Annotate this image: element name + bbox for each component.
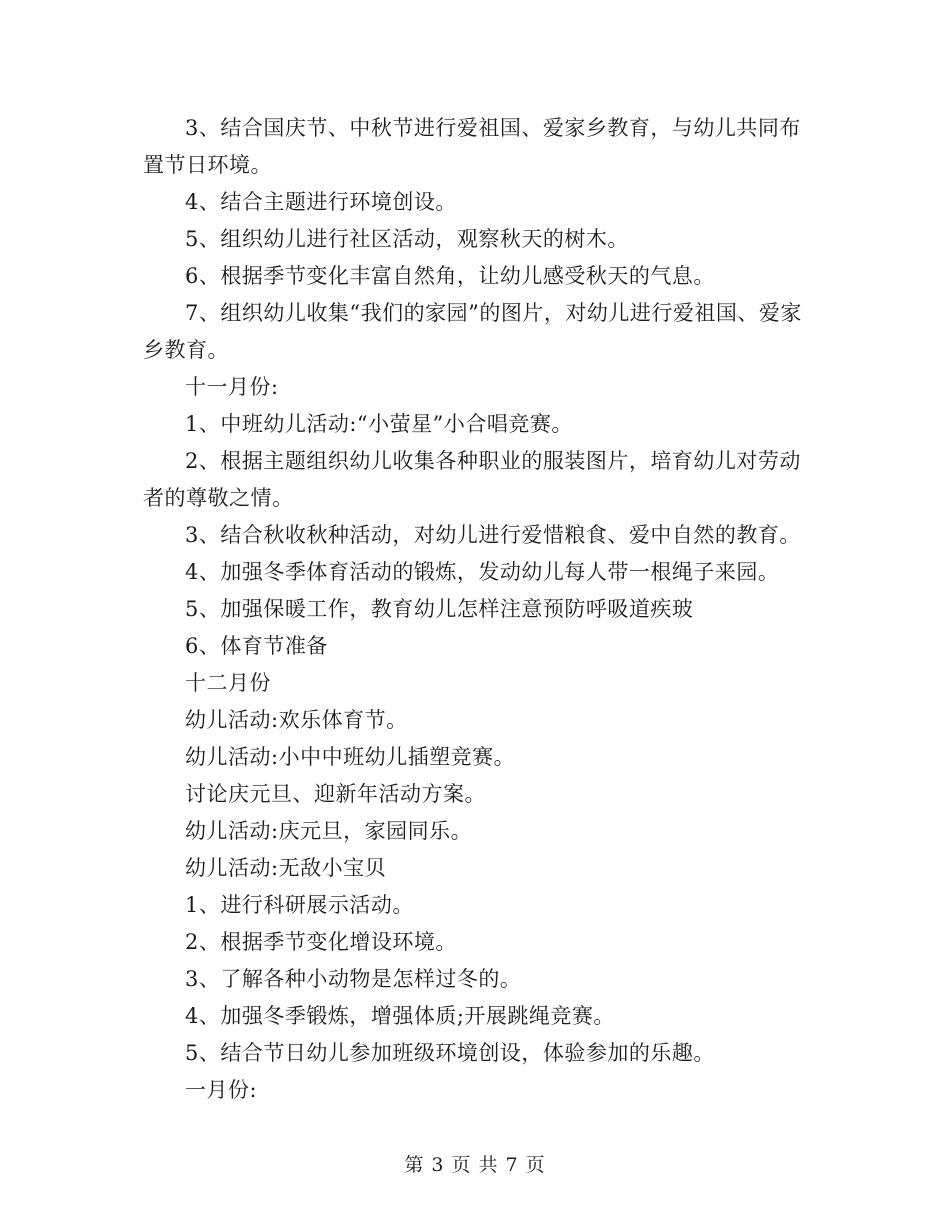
page-number: 第 3 页 共 7 页 — [404, 1154, 546, 1176]
paragraph: 1、进行科研展示活动。 — [185, 893, 414, 917]
paragraph: 幼儿活动:小中中班幼儿插塑竞赛。 — [185, 745, 516, 769]
paragraph: 5、组织幼儿进行社区活动，观察秋天的树木。 — [185, 227, 629, 251]
paragraph: 3、了解各种小动物是怎样过冬的。 — [185, 967, 522, 991]
section-heading-november: 十一月份: — [185, 375, 279, 399]
paragraph: 幼儿活动:庆元旦，家园同乐。 — [185, 819, 473, 843]
paragraph: 1、中班幼儿活动:“小萤星”小合唱竞赛。 — [185, 412, 573, 436]
paragraph: 4、加强冬季体育活动的锻炼，发动幼儿每人带一根绳子来园。 — [185, 560, 780, 584]
paragraph: 5、加强保暖工作，教育幼儿怎样注意预防呼吸道疾玻 — [185, 597, 694, 621]
paragraph: 幼儿活动:无敌小宝贝 — [185, 856, 387, 880]
paragraph: 讨论庆元旦、迎新年活动方案。 — [185, 782, 486, 806]
paragraph: 6、根据季节变化丰富自然角，让幼儿感受秋天的气息。 — [185, 264, 715, 288]
paragraph: 2、根据季节变化增设环境。 — [185, 930, 457, 954]
paragraph: 幼儿活动:欢乐体育节。 — [185, 708, 408, 732]
paragraph: 4、加强冬季锻炼，增强体质;开展跳绳竞赛。 — [185, 1004, 615, 1028]
paragraph: 6、体育节准备 — [185, 634, 328, 658]
paragraph: 4、结合主题进行环境创设。 — [185, 190, 457, 214]
section-heading-december: 十二月份 — [185, 671, 271, 695]
paragraph: 2、根据主题组织幼儿收集各种职业的服装图片，培育幼儿对劳动者的尊敬之情。 — [143, 449, 801, 510]
paragraph: 7、组织幼儿收集“我们的家园”的图片，对幼儿进行爱祖国、爱家乡教育。 — [143, 301, 802, 362]
paragraph: 3、结合秋收秋种活动，对幼儿进行爱惜粮食、爱中自然的教育。 — [185, 523, 801, 547]
paragraph: 3、结合国庆节、中秋节进行爱祖国、爱家乡教育，与幼儿共同布置节日环境。 — [143, 116, 801, 177]
section-heading-january: 一月份: — [185, 1078, 258, 1102]
paragraph: 5、结合节日幼儿参加班级环境创设，体验参加的乐趣。 — [185, 1041, 715, 1065]
document-body — [143, 110, 809, 1109]
page-footer — [0, 1150, 950, 1177]
